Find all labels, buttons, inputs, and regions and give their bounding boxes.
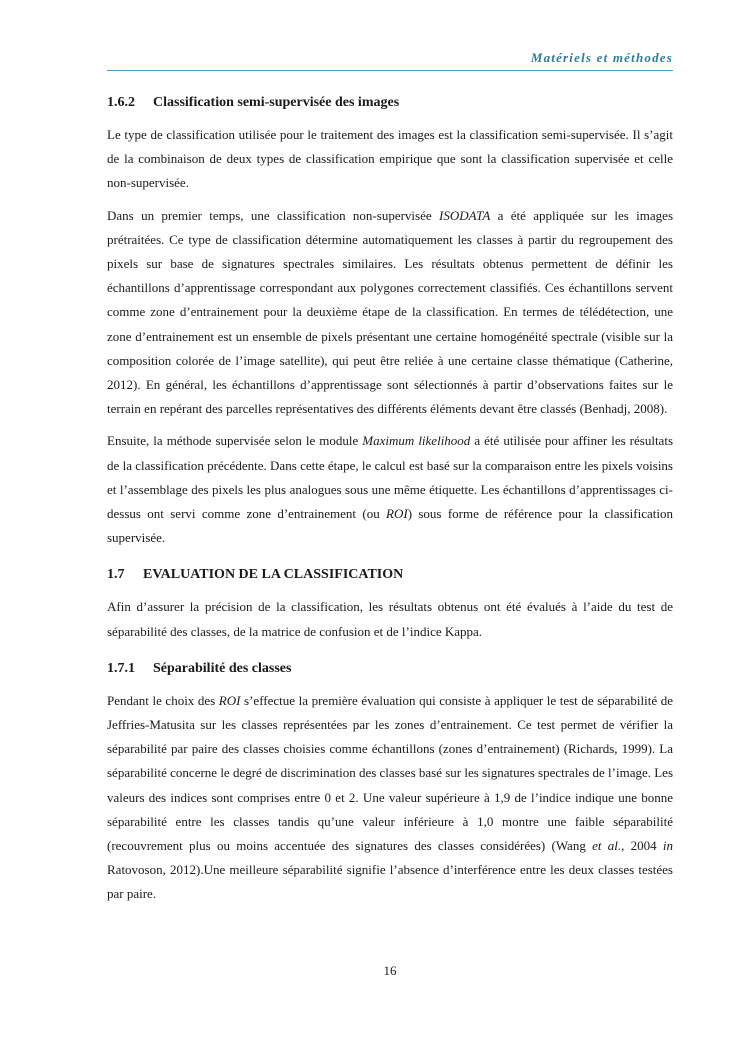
section-number: 1.6.2 bbox=[107, 95, 135, 110]
paragraph-text: Ratovoson, 2012).Une meilleure séparabilité signifie l’absence d’interférence entre les deux classes testées par paire. bbox=[107, 862, 673, 902]
paragraph-text: Pendant le choix des bbox=[107, 692, 219, 708]
italic-term: ISODATA bbox=[438, 207, 491, 223]
section-title: EVALUATION DE LA CLASSIFICATION bbox=[143, 567, 404, 583]
paragraph-text: Le type de classification utilisée pour le traitement des images est la classification semi-supervisée. Il s’agit de la combinaison de deux types de classification empirique que sont la classification supervisée et celle non-supervisée. bbox=[107, 127, 673, 191]
paragraph-text: a été utilisée pour affiner les résultats de la classification précédente. Dans cette étape, le calcul est basé sur la comparaison entre les pixels voisins et l’assemblage des pixels les plus analogues sous une même étiquette. Les échantillons d’apprentissages ci-dessus ont servi comme zone d’entrainement (ou bbox=[107, 433, 673, 522]
paragraph bbox=[107, 429, 673, 550]
section-title: Séparabilité des classes bbox=[153, 660, 292, 676]
paragraph-text: s’effectue la première évaluation qui consiste à appliquer le test de séparabilité de Jeffries-Matusita sur les classes représentées par les zones d’entrainement. Ce test permet de vérifier la séparabilité par paire des classes choisies comme échantillons (zones d’entrainement) (Richards, 1999). La séparabilité concerne le degré de discrimination des classes basé sur les signatures spectrales de l’image. Les valeurs des indices sont comprises entre 0 et 2. Une valeur supérieure à 1,9 de l’indice indique une bonne séparabilité entre les classes tandis qu’une valeur inférieure à 1,0 montre une faible séparabilité (recouvrement plus ou moins accentuée des signatures des classes considérées) (Wang bbox=[107, 692, 674, 854]
italic-term: Maximum likelihood bbox=[362, 433, 471, 449]
italic-term: et al., bbox=[592, 838, 625, 854]
section-heading-1-6-2 bbox=[107, 92, 673, 114]
paragraph bbox=[107, 595, 673, 643]
paragraph-text: 2004 bbox=[624, 838, 663, 854]
paragraph bbox=[107, 689, 673, 907]
section-heading-1-7-1 bbox=[107, 658, 673, 680]
paragraph bbox=[107, 204, 673, 422]
italic-term: ROI bbox=[218, 692, 241, 708]
italic-term: ROI bbox=[386, 506, 408, 522]
paragraph-text: Dans un premier temps, une classification non-supervisée bbox=[107, 207, 439, 223]
paragraph bbox=[107, 123, 673, 196]
page-content bbox=[107, 92, 673, 915]
document-page bbox=[107, 0, 673, 1053]
paragraph-text: Ensuite, la méthode supervisée selon le module bbox=[107, 433, 363, 449]
section-number: 1.7 bbox=[107, 567, 125, 583]
header-rule bbox=[107, 70, 673, 71]
page-number: 16 bbox=[383, 963, 397, 978]
paragraph-text: Afin d’assurer la précision de la classification, les résultats obtenus ont été évalués à l’aide du test de séparabilité des classes, de la matrice de confusion et de l’indice Kappa. bbox=[107, 599, 673, 639]
italic-term: in bbox=[662, 838, 674, 854]
paragraph-text: a été appliquée sur les images prétraitées. Ce type de classification détermine automatiquement les classes à partir du regroupement des pixels sur base de signatures spectrales similaires. Les résultats obtenus permettent de définir les échantillons d’apprentissage correspondant aux polygones correctement classifiés. Ces échantillons servent comme zone d’entrainement pour la deuxième étape de la classification. En termes de télédétection, une zone d’entrainement est un ensemble de pixels présentant une certaine homogénéité spectrale (visible sur la composition colorée de l’image satellite), qui peut être reliée à une certaine classe thématique (Catherine, 2012). En général, les échantillons d’apprentissage sont sélectionnés à partir d’observations faites sur le terrain en repérant des parcelles représentatives des différents éléments devant être classés (Benhadj, 2008). bbox=[107, 207, 674, 417]
paragraph-text: ) sous forme de référence pour la classification supervisée. bbox=[107, 506, 673, 546]
section-number: 1.7.1 bbox=[107, 660, 135, 676]
running-header: Matériels et méthodes bbox=[530, 50, 673, 65]
section-heading-1-7 bbox=[107, 564, 673, 586]
section-title: Classification semi-supervisée des images bbox=[153, 95, 400, 110]
